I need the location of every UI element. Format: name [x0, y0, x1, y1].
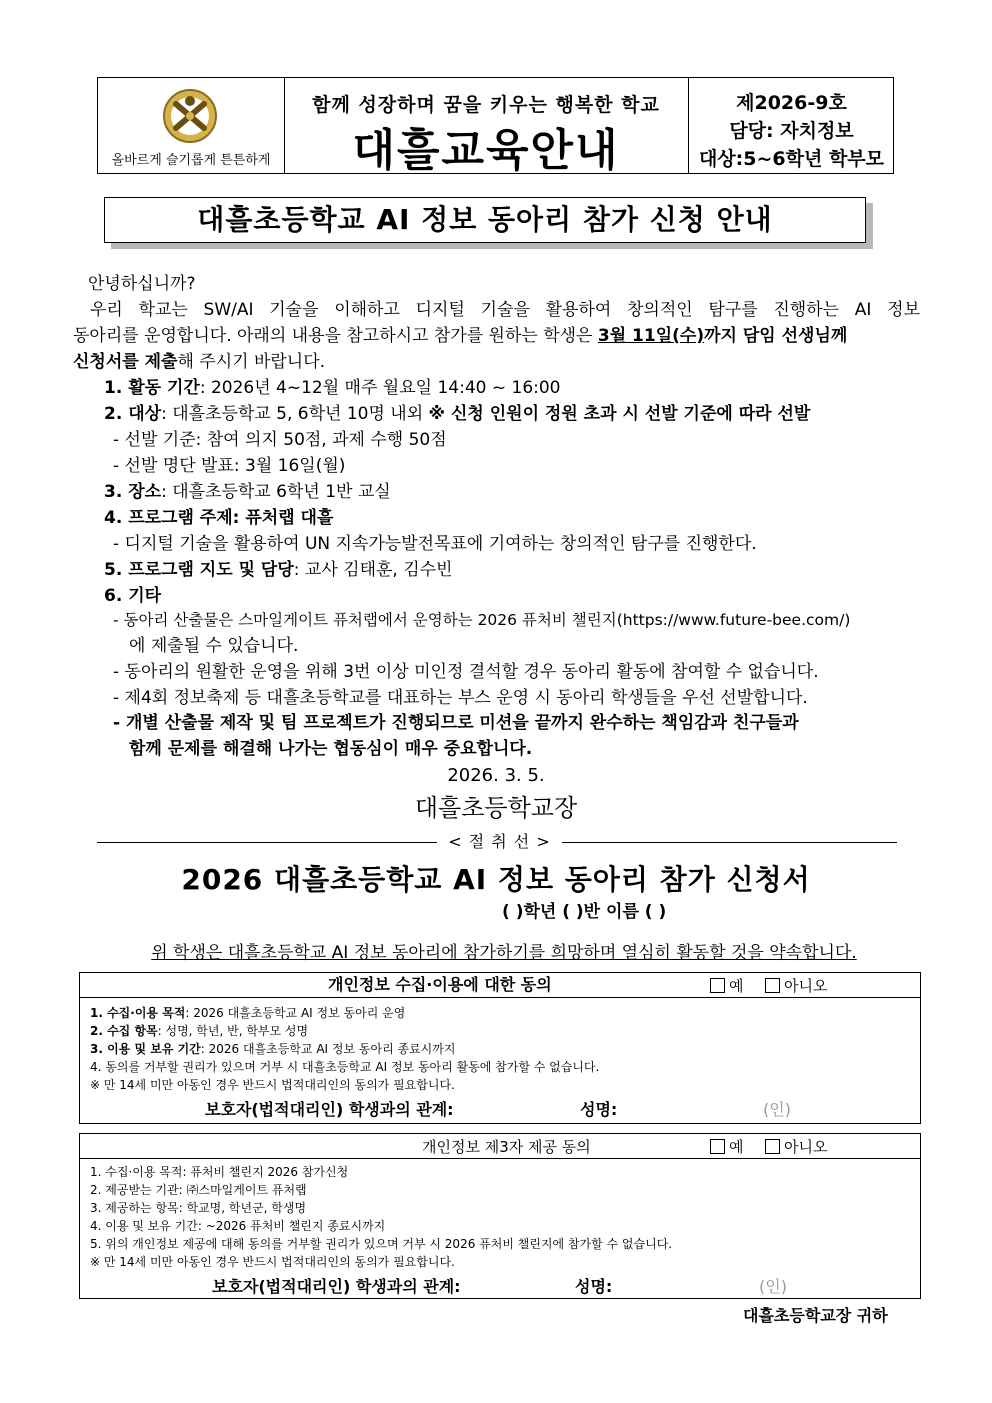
- consent-2-line-5: 5. 위의 개인정보 제공에 대해 동의를 거부할 권리가 있으며 거부 시 2026 퓨처비 챌린지에 참가할 수 없습니다.: [90, 1237, 673, 1251]
- issue-number: 제2026-9호: [736, 92, 847, 114]
- consent-2-guardian-label: 보호자(법적대리인) 학생과의 관계:: [212, 1277, 461, 1296]
- consent-1-guardian-label: 보호자(법적대리인) 학생과의 관계:: [205, 1100, 454, 1119]
- consent-2-line-4: 4. 이용 및 보유 기간: ~2026 퓨처비 챌린지 종료시까지: [90, 1219, 386, 1233]
- item-4-sub-1: - 디지털 기술을 활용하여 UN 지속가능발전목표에 기여하는 창의적인 탐구를 진행한다.: [113, 534, 757, 554]
- item-6-sub-1-cont: 에 제출될 수 있습니다.: [129, 636, 299, 656]
- consent-1-seal: (인): [763, 1100, 791, 1119]
- owner-dept: 담당: 자치정보: [729, 120, 854, 142]
- deadline-date: 3월 11일(수): [597, 326, 705, 346]
- notice-title: 대흘초등학교 AI 정보 동아리 참가 신청 안내: [104, 197, 866, 243]
- form-title: 2026 대흘초등학교 AI 정보 동아리 참가 신청서: [181, 863, 811, 896]
- intro-line-3: 신청서를 제출해 주시기 바랍니다.: [73, 352, 326, 372]
- cut-line: [97, 832, 897, 852]
- consent-1-no[interactable]: 아니오: [765, 976, 827, 996]
- school-slogan: 함께 성장하며 꿈을 키우는 행복한 학교: [312, 94, 660, 116]
- item-6-sub-2: - 동아리의 원활한 운영을 위해 3번 이상 미인정 결석할 경우 동아리 활동에 참여할 수 없습니다.: [113, 662, 819, 682]
- consent-1-title: 개인정보 수집·이용에 대한 동의: [328, 975, 552, 994]
- item-6-sub-4-cont: 함께 문제를 해결해 나가는 협동심이 매우 중요합니다.: [129, 739, 533, 759]
- consent-1-yes[interactable]: 예: [710, 976, 744, 996]
- consent-1-line-2: 2. 수집 항목: 성명, 학년, 반, 학부모 성명: [90, 1024, 309, 1038]
- checkbox-icon[interactable]: [765, 978, 780, 993]
- item-1: 1. 활동 기간: 2026년 4~12월 매주 월요일 14:40 ~ 16:00: [104, 378, 561, 398]
- consent-1-sign-label: 성명:: [580, 1100, 618, 1119]
- item-6-sub-3: - 제4회 정보축제 등 대흘초등학교를 대표하는 부스 운영 시 동아리 학생들을 우선 선발합니다.: [113, 688, 808, 708]
- consent-2-yes[interactable]: 예: [710, 1137, 744, 1157]
- consent-box-third-party: [79, 1133, 921, 1299]
- checkbox-icon[interactable]: [765, 1139, 780, 1154]
- consent-2-line-6: ※ 만 14세 미만 아동인 경우 반드시 법적대리인의 동의가 필요합니다.: [90, 1255, 455, 1269]
- consent-2-no[interactable]: 아니오: [765, 1137, 827, 1157]
- greeting: 안녕하십니까?: [88, 274, 196, 294]
- item-2-sub-1: - 선발 기준: 참여 의지 50점, 과제 수행 50점: [113, 430, 447, 450]
- newsletter-header: [97, 77, 894, 174]
- consent-2-line-2: 2. 제공받는 기관: ㈜스마일게이트 퓨처랩: [90, 1183, 307, 1197]
- consent-1-line-3: 3. 이용 및 보유 기간: 2026 대흘초등학교 AI 정보 동아리 종료시까지: [90, 1042, 456, 1056]
- item-2: 2. 대상: 대흘초등학교 5, 6학년 10명 내외 ※ 신청 인원이 정원 초과 시 선발 기준에 따라 선발: [104, 404, 811, 424]
- consent-2-sign-label: 성명:: [575, 1277, 613, 1296]
- school-motto: 올바르게 슬기롭게 튼튼하게: [111, 153, 271, 168]
- student-info-line: ( )학년 ( )반 이름 ( ): [502, 902, 667, 922]
- consent-2-line-1: 1. 수집·이용 목적: 퓨처비 챌린지 2026 참가신청: [90, 1165, 349, 1179]
- consent-2-line-3: 3. 제공하는 항목: 학교명, 학년군, 학생명: [90, 1201, 307, 1215]
- intro-line-1: 우리 학교는 SW/AI 기술을 이해하고 디지털 기술을 활용하여 창의적인 탐구를 진행하는 AI 정보: [90, 300, 920, 320]
- pledge-text: 위 학생은 대흘초등학교 AI 정보 동아리에 참가하기를 희망하며 열심히 활동할 것을 약속합니다.: [151, 943, 857, 963]
- item-5: 5. 프로그램 지도 및 담당: 교사 김태훈, 김수빈: [104, 560, 453, 580]
- newsletter-title: 대흘교육안내: [352, 125, 620, 176]
- consent-1-line-4: 4. 동의를 거부할 권리가 있으며 거부 시 대흘초등학교 AI 정보 동아리 활동에 참가할 수 없습니다.: [90, 1060, 600, 1074]
- cut-line-label: < 절 취 선 >: [448, 832, 551, 851]
- addressee: 대흘초등학교장 귀하: [743, 1306, 888, 1325]
- target-audience: 대상:5~6학년 학부모: [698, 148, 885, 170]
- checkbox-icon[interactable]: [710, 978, 725, 993]
- item-4: 4. 프로그램 주제: 퓨처랩 대흘: [104, 508, 334, 528]
- consent-1-line-1: 1. 수집·이용 목적: 2026 대흘초등학교 AI 정보 동아리 운영: [90, 1006, 406, 1020]
- notice-date: 2026. 3. 5.: [447, 765, 545, 786]
- school-emblem-icon: [162, 88, 218, 144]
- logo-cell: [98, 78, 285, 173]
- meta-cell: [688, 78, 894, 173]
- item-3: 3. 장소: 대흘초등학교 6학년 1반 교실: [104, 482, 391, 502]
- item-6: 6. 기타: [104, 586, 162, 606]
- consent-1-line-5: ※ 만 14세 미만 아동인 경우 반드시 법적대리인의 동의가 필요합니다.: [90, 1078, 455, 1092]
- item-2-sub-2: - 선발 명단 발표: 3월 16일(월): [113, 456, 346, 476]
- consent-2-seal: (인): [759, 1277, 787, 1296]
- intro-line-2: 동아리를 운영합니다. 아래의 내용을 참고하시고 참가를 원하는 학생은 3월 11일(수)까지 담임 선생님께: [73, 326, 848, 346]
- checkbox-icon[interactable]: [710, 1139, 725, 1154]
- consent-2-title: 개인정보 제3자 제공 동의: [422, 1138, 591, 1156]
- item-6-sub-4: - 개별 산출물 제작 및 팀 프로젝트가 진행되므로 미션을 끝까지 완수하는 책임감과 친구들과: [113, 713, 799, 733]
- principal-signature: 대흘초등학교장: [414, 794, 578, 822]
- item-6-sub-1: - 동아리 산출물은 스마일게이트 퓨처랩에서 운영하는 2026 퓨처비 챌린지(https://www.future-bee.com/): [113, 611, 851, 629]
- consent-box-collection: [79, 972, 921, 1124]
